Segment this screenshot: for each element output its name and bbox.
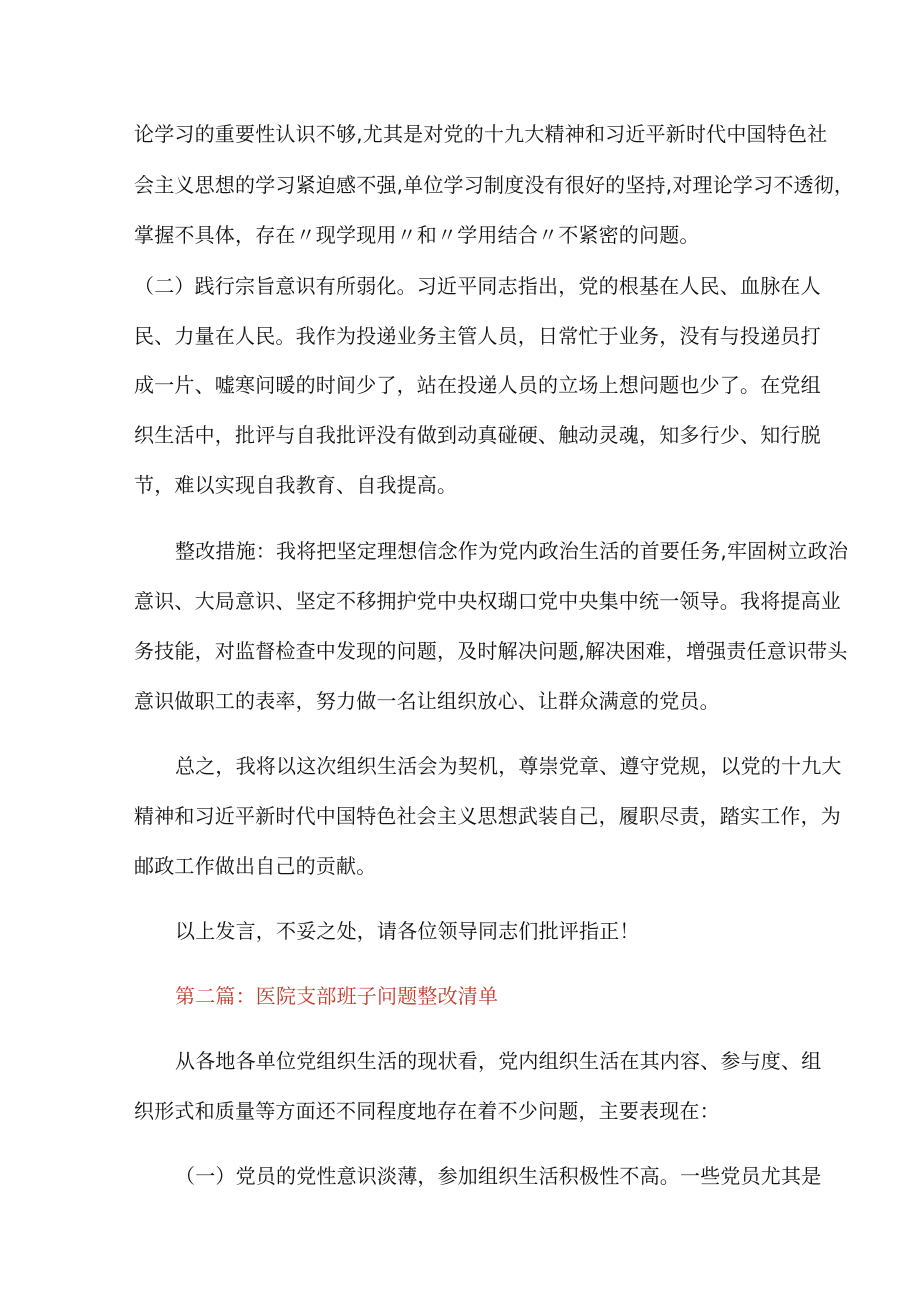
text-line: 节，难以实现自我教育、自我提高。 [134,473,458,497]
text-line: 掌握不具体，存在〃现学现用〃和〃学用结合〃不紧密的问题。 [134,223,700,247]
text-line: 精神和习近平新时代中国特色社会主义思想武装自己，履职尽责，踏实工作，为 [134,804,841,828]
text-line: 总之，我将以这次组织生活会为契机，尊崇党章、遵守党规，以党的十九大 [175,754,842,778]
text-line: 成一片、嘘寒问暖的时间少了，站在投递人员的立场上想问题也少了。在党组 [134,373,821,397]
text-line: 从各地各单位党组织生活的现状看，党内组织生活在其内容、参与度、组 [175,1049,822,1073]
text-line: 织形式和质量等方面还不同程度地存在着不少问题，主要表现在： [134,1099,720,1123]
text-line: 邮政工作做出自己的贡献。 [134,854,377,878]
text-line: 以上发言，不妥之处，请各位领导同志们批评指正！ [175,919,640,943]
text-line: 织生活中，批评与自我批评没有做到动真碰硬、触动灵魂，知多行少、知行脱 [134,423,821,447]
text-line: 务技能，对监督检查中发现的问题，及时解决问题,解决困难，增强责任意识带头 [134,639,848,663]
text-line: （二）践行宗旨意识有所弱化。习近平同志指出，党的根基在人民、血脉在人 [134,274,821,298]
text-line: （一）党员的党性意识淡薄，参加组织生活积极性不高。一些党员尤其是 [175,1164,822,1188]
text-line: 会主义思想的学习紧迫感不强,单位学习制度没有很好的坚持,对理论学习不透彻， [134,173,855,197]
section-heading: 第二篇：医院支部班子问题整改清单 [175,984,499,1008]
text-line: 论学习的重要性认识不够,尤其是对党的十九大精神和习近平新时代中国特色社 [134,122,828,146]
text-line: 意识、大局意识、坚定不移拥护党中央权瑚口党中央集中统一领导。我将提高业 [134,589,841,613]
text-line: 意识做职工的表率，努力做一名让组织放心、让群众满意的党员。 [134,689,720,713]
text-line: 整改措施：我将把坚定理想信念作为党内政治生活的首要任务,牢固树立政治 [175,539,849,563]
text-line: 民、力量在人民。我作为投递业务主管人员，日常忙于业务，没有与投递员打 [134,324,821,348]
